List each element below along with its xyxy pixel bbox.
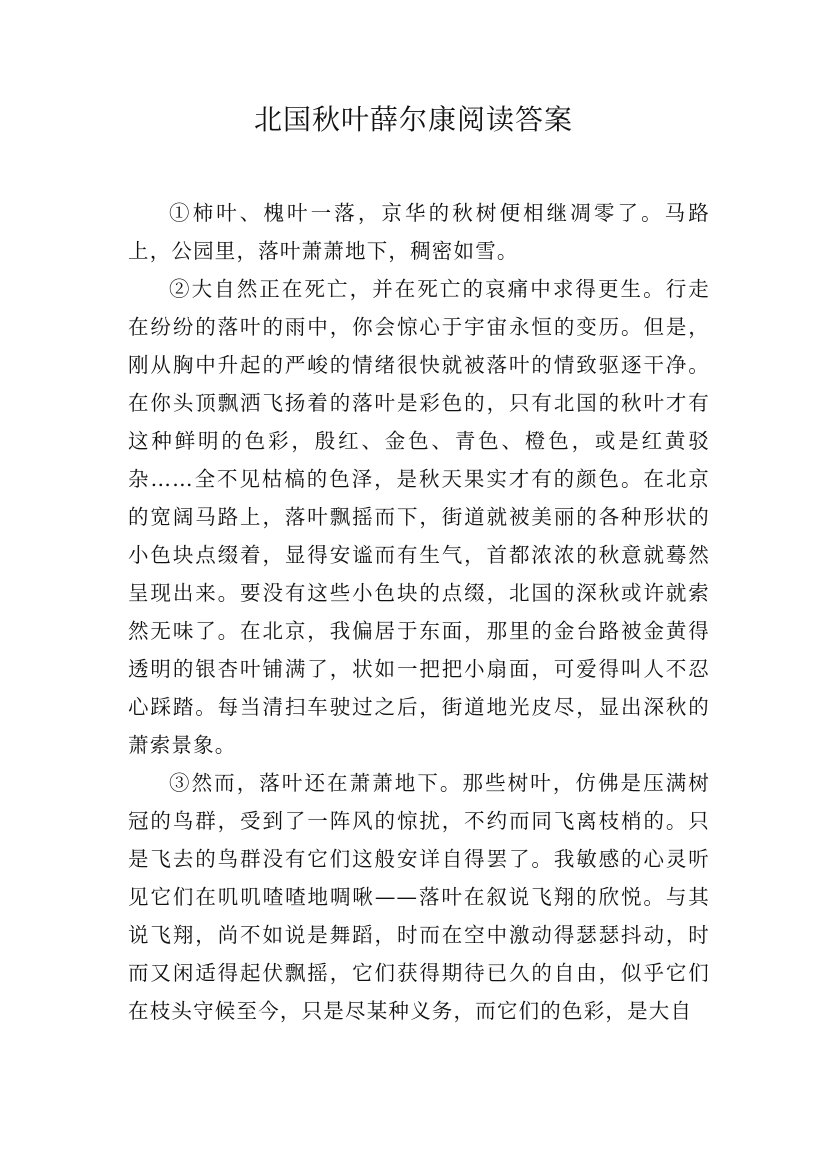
paragraph-1: ①柿叶、槐叶一落，京华的秋树便相继凋零了。马路上，公园里，落叶萧萧地下，稠密如雪。 [128,201,710,263]
paragraph-3: ③然而，落叶还在萧萧地下。那些树叶，仿佛是压满树冠的鸟群，受到了一阵风的惊扰，不约而同飞离枝梢的。只是飞去的鸟群没有它们这般安详自得罢了。我敏感的心灵听见它们在叽叽喳喳地啁啾——落叶在叙说飞翔的欣悦。与其说飞翔，尚不如说是舞蹈，时而在空中激动得瑟瑟抖动，时而又闲适得起伏飘摇，它们获得期待已久的自由，似乎它们在枝头守候至今，只是尽某种义务，而它们的色彩，是大自 [128,771,710,1023]
document-title: 北国秋叶薛尔康阅读答案 [253,103,573,136]
document-body [128,194,710,1030]
paragraph-2: ②大自然正在死亡，并在死亡的哀痛中求得更生。行走在纷纷的落叶的雨中，你会惊心于宇宙永恒的变历。但是，刚从胸中升起的严峻的情绪很快就被落叶的情致驱逐干净。在你头顶飘洒飞扬着的落叶是彩色的，只有北国的秋叶才有这种鲜明的色彩，殷红、金色、青色、橙色，或是红黄驳杂……全不见枯槁的色泽，是秋天果实才有的颜色。在北京的宽阔马路上，落叶飘摇而下，街道就被美丽的各种形状的小色块点缀着，显得安谧而有生气，首都浓浓的秋意就蓦然呈现出来。要没有这些小色块的点缀，北国的深秋或许就索然无味了。在北京，我偏居于东面，那里的金台路被金黄得透明的银杏叶铺满了，状如一把把小扇面，可爱得叫人不忍心踩踏。每当清扫车驶过之后，街道地光皮尽，显出深秋的萧索景象。 [128,277,710,757]
